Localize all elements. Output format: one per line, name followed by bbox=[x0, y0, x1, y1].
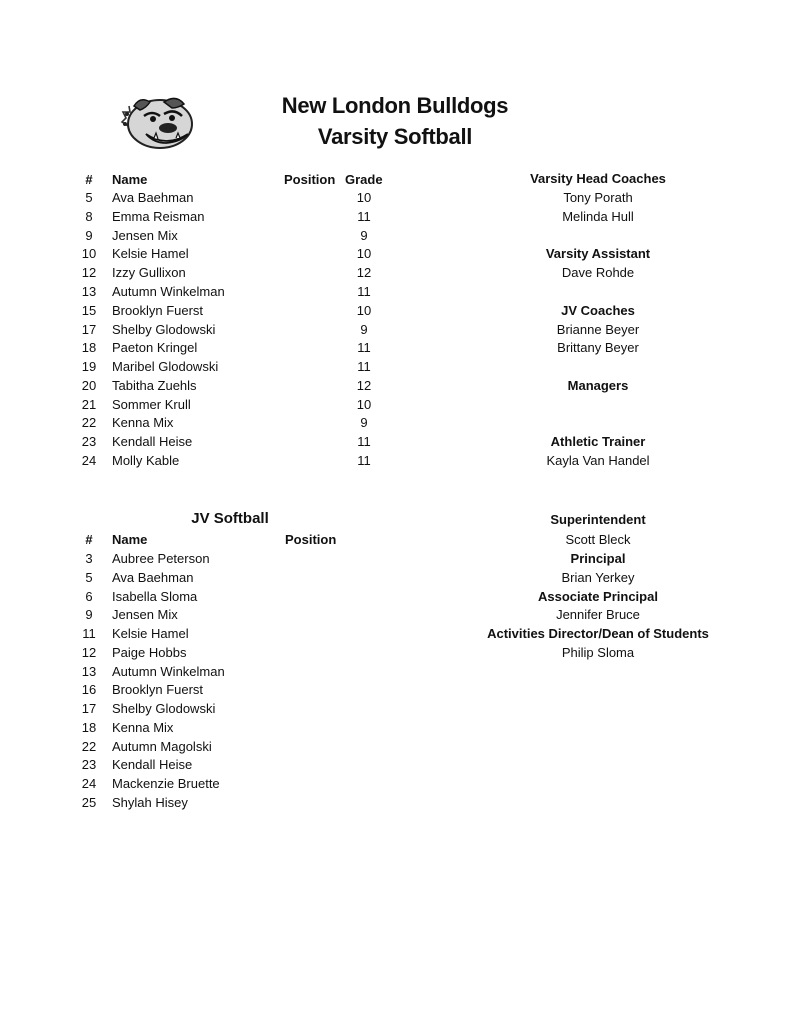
varsity-col-name: Name bbox=[112, 172, 148, 187]
player-number: 22 bbox=[81, 739, 97, 754]
staff-heading-head-coaches: Varsity Head Coaches bbox=[530, 171, 666, 186]
player-name: Kenna Mix bbox=[112, 415, 174, 430]
player-number: 8 bbox=[85, 209, 93, 224]
player-number: 12 bbox=[81, 265, 97, 280]
player-number: 13 bbox=[81, 284, 97, 299]
player-number: 25 bbox=[81, 795, 97, 810]
player-grade: 11 bbox=[357, 434, 371, 449]
player-number: 6 bbox=[85, 589, 93, 604]
player-number: 21 bbox=[81, 397, 97, 412]
admin-name: Scott Bleck bbox=[565, 532, 631, 547]
player-grade: 10 bbox=[356, 190, 372, 205]
player-number: 23 bbox=[81, 757, 97, 772]
page-title: New London Bulldogs bbox=[281, 93, 509, 118]
player-number: 9 bbox=[85, 228, 93, 243]
player-grade: 9 bbox=[360, 228, 368, 243]
staff-name: Kayla Van Handel bbox=[546, 453, 650, 468]
admin-heading-associate-principal: Associate Principal bbox=[538, 589, 658, 604]
player-number: 3 bbox=[85, 551, 93, 566]
player-name: Brooklyn Fuerst bbox=[112, 303, 204, 318]
jv-row bbox=[0, 720, 791, 739]
player-grade: 12 bbox=[356, 265, 372, 280]
staff-name: Brittany Beyer bbox=[557, 340, 639, 355]
player-name: Ava Baehman bbox=[112, 570, 194, 585]
player-number: 17 bbox=[81, 322, 97, 337]
player-name: Tabitha Zuehls bbox=[112, 378, 197, 393]
admin-name: Jennifer Bruce bbox=[556, 607, 640, 622]
player-name: Isabella Sloma bbox=[112, 589, 198, 604]
staff-heading-managers: Managers bbox=[567, 378, 629, 393]
player-grade: 11 bbox=[357, 453, 371, 468]
varsity-row bbox=[0, 415, 791, 434]
player-grade: 11 bbox=[357, 284, 371, 299]
player-name: Shelby Glodowski bbox=[112, 701, 216, 716]
staff-heading-athletic-trainer: Athletic Trainer bbox=[550, 434, 646, 449]
player-number: 24 bbox=[81, 453, 97, 468]
player-name: Sommer Krull bbox=[112, 397, 191, 412]
staff-heading-assistant: Varsity Assistant bbox=[545, 246, 651, 261]
player-grade: 9 bbox=[360, 415, 368, 430]
player-grade: 9 bbox=[360, 322, 368, 337]
player-name: Kelsie Hamel bbox=[112, 246, 189, 261]
admin-heading-activities-director: Activities Director/Dean of Students bbox=[487, 626, 709, 641]
player-name: Kelsie Hamel bbox=[112, 626, 189, 641]
player-name: Autumn Winkelman bbox=[112, 664, 225, 679]
varsity-row bbox=[0, 359, 791, 378]
player-name: Kendall Heise bbox=[112, 434, 193, 449]
player-number: 11 bbox=[82, 626, 96, 641]
admin-heading-principal: Principal bbox=[570, 551, 626, 566]
jv-col-num: # bbox=[85, 532, 93, 547]
player-number: 24 bbox=[81, 776, 97, 791]
page-subtitle: Varsity Softball bbox=[317, 124, 473, 149]
admin-heading-superintendent: Superintendent bbox=[550, 512, 646, 527]
player-number: 18 bbox=[81, 340, 97, 355]
jv-row bbox=[0, 701, 791, 720]
player-number: 9 bbox=[85, 607, 93, 622]
player-name: Autumn Magolski bbox=[112, 739, 212, 754]
varsity-row bbox=[0, 397, 791, 416]
player-number: 5 bbox=[85, 190, 93, 205]
player-name: Jensen Mix bbox=[112, 607, 178, 622]
player-name: Jensen Mix bbox=[112, 228, 178, 243]
player-name: Paeton Kringel bbox=[112, 340, 198, 355]
jv-col-name: Name bbox=[112, 532, 148, 547]
jv-row bbox=[0, 776, 791, 795]
player-name: Mackenzie Bruette bbox=[112, 776, 220, 791]
varsity-row bbox=[0, 228, 791, 247]
player-grade: 10 bbox=[356, 397, 372, 412]
player-grade: 11 bbox=[357, 359, 371, 374]
player-name: Kendall Heise bbox=[112, 757, 193, 772]
staff-name: Melinda Hull bbox=[562, 209, 634, 224]
jv-col-position: Position bbox=[285, 532, 337, 547]
player-name: Molly Kable bbox=[112, 453, 180, 468]
player-number: 23 bbox=[81, 434, 97, 449]
player-name: Paige Hobbs bbox=[112, 645, 187, 660]
staff-name: Tony Porath bbox=[563, 190, 633, 205]
player-name: Kenna Mix bbox=[112, 720, 174, 735]
player-name: Maribel Glodowski bbox=[112, 359, 219, 374]
varsity-row bbox=[0, 284, 791, 303]
varsity-col-num: # bbox=[85, 172, 93, 187]
player-number: 5 bbox=[85, 570, 93, 585]
jv-row bbox=[0, 664, 791, 683]
player-name: Aubree Peterson bbox=[112, 551, 210, 566]
jv-row bbox=[0, 795, 791, 814]
player-number: 18 bbox=[81, 720, 97, 735]
staff-name: Brianne Beyer bbox=[556, 322, 640, 337]
varsity-col-grade: Grade bbox=[345, 172, 383, 187]
jv-row bbox=[0, 682, 791, 701]
staff-heading-jv-coaches: JV Coaches bbox=[561, 303, 635, 318]
varsity-col-position: Position bbox=[284, 172, 336, 187]
player-number: 22 bbox=[81, 415, 97, 430]
player-name: Autumn Winkelman bbox=[112, 284, 225, 299]
admin-name: Brian Yerkey bbox=[561, 570, 635, 585]
bulldog-logo bbox=[120, 92, 200, 152]
player-grade: 11 bbox=[357, 340, 371, 355]
player-number: 13 bbox=[81, 664, 97, 679]
player-grade: 10 bbox=[356, 303, 372, 318]
player-number: 19 bbox=[81, 359, 97, 374]
player-grade: 10 bbox=[356, 246, 372, 261]
player-grade: 11 bbox=[357, 209, 371, 224]
player-number: 10 bbox=[81, 246, 97, 261]
staff-name: Dave Rohde bbox=[561, 265, 635, 280]
player-number: 15 bbox=[81, 303, 97, 318]
admin-name: Philip Sloma bbox=[561, 645, 635, 660]
player-name: Brooklyn Fuerst bbox=[112, 682, 204, 697]
jv-row bbox=[0, 757, 791, 776]
jv-row bbox=[0, 739, 791, 758]
jv-section-title: JV Softball bbox=[191, 510, 269, 527]
player-number: 17 bbox=[81, 701, 97, 716]
player-name: Shelby Glodowski bbox=[112, 322, 216, 337]
player-number: 12 bbox=[81, 645, 97, 660]
player-number: 20 bbox=[81, 378, 97, 393]
player-grade: 12 bbox=[356, 378, 372, 393]
player-name: Izzy Gullixon bbox=[112, 265, 186, 280]
player-name: Ava Baehman bbox=[112, 190, 194, 205]
player-name: Shylah Hisey bbox=[112, 795, 188, 810]
player-name: Emma Reisman bbox=[112, 209, 205, 224]
player-number: 16 bbox=[81, 682, 97, 697]
